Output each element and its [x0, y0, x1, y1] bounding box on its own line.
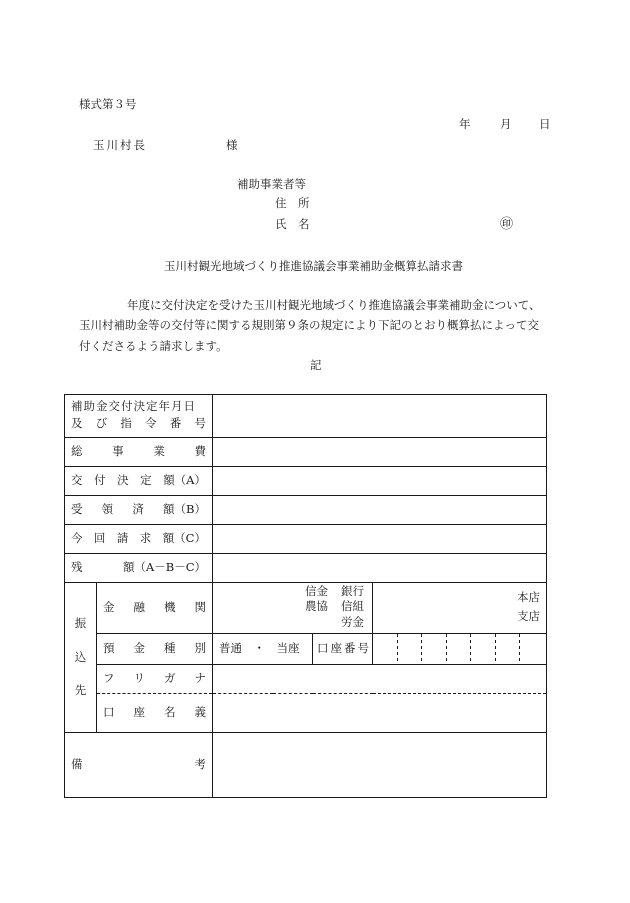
addressee-honorific: 様	[226, 138, 238, 152]
seal-mark: ㊞	[500, 217, 514, 232]
applicant-address-label: 住 所	[275, 196, 310, 210]
balance-label: 残 額（A－B－C）	[65, 554, 213, 583]
financial-institution-label: 金 融 機 関	[97, 583, 213, 634]
balance-input[interactable]	[213, 554, 547, 583]
transfer-char-1: 振	[74, 616, 87, 631]
furigana-label: フ リ ガ ナ	[97, 665, 213, 694]
decision-date-line2: 及 び 指 令 番 号	[71, 416, 206, 430]
addressee-name: 玉川村長	[93, 138, 147, 152]
decided-amount-input[interactable]	[213, 467, 547, 496]
remarks-char-1: 備	[71, 757, 83, 772]
ki-mark: 記	[310, 358, 322, 372]
account-digit-dividers	[373, 634, 547, 664]
bank-type-shinkin: 信金	[305, 584, 328, 598]
decided-amount-label: 交 付 決 定 額（A）	[65, 467, 213, 496]
body-line-2: 玉川村補助金等の交付等に関する規則第９条の規定により下記のとおり概算払によって交	[79, 318, 539, 332]
bank-name-input[interactable]	[213, 583, 373, 634]
branch-type-shiten: 支店	[517, 609, 540, 623]
document-title: 玉川村観光地域づくり推進協議会事業補助金概算払請求書	[164, 259, 463, 273]
total-cost-input[interactable]	[213, 438, 547, 467]
bank-type-nokyo: 農協	[305, 599, 328, 613]
decision-date-line1: 補助金交付決定年月日	[71, 398, 196, 413]
deposit-type-options[interactable]	[213, 634, 313, 665]
date-year-label: 年	[459, 117, 471, 131]
body-line-3: 付くださるよう請求します。	[79, 339, 228, 353]
deposit-options-text: 普通 ・ 当座	[219, 641, 300, 656]
bank-type-rokin: 労金	[341, 615, 364, 629]
bank-type-shinkumi: 信組	[341, 599, 364, 613]
deposit-type-label: 預 金 種 別	[97, 634, 213, 665]
transfer-destination-label	[65, 583, 97, 733]
decision-date-label	[65, 395, 213, 438]
branch-type-honten: 本店	[517, 590, 540, 604]
furigana-input[interactable]	[213, 665, 547, 694]
remarks-label	[65, 733, 213, 798]
transfer-char-3: 先	[74, 683, 87, 698]
date-month-label: 月	[500, 117, 512, 131]
bank-type-ginko: 銀行	[341, 584, 364, 598]
request-form-table	[64, 394, 547, 798]
decision-date-input[interactable]	[213, 395, 547, 438]
applicant-name-label: 氏 名	[275, 217, 310, 231]
remarks-input[interactable]	[213, 733, 547, 798]
current-request-input[interactable]	[213, 525, 547, 554]
account-name-label: 口 座 名 義	[97, 694, 213, 733]
account-number-input[interactable]	[373, 634, 547, 665]
date-day-label: 日	[539, 117, 551, 131]
received-amount-input[interactable]	[213, 496, 547, 525]
body-line-1: 年度に交付決定を受けた玉川村観光地域づくり推進協議会事業補助金について、	[127, 298, 541, 312]
account-number-label	[313, 634, 373, 665]
applicant-title: 補助事業者等	[237, 177, 306, 191]
branch-name-input[interactable]	[373, 583, 547, 634]
current-request-label: 今 回 請 求 額（C）	[65, 525, 213, 554]
transfer-char-2: 込	[74, 649, 87, 664]
form-number: 様式第３号	[79, 97, 137, 111]
received-amount-label: 受 領 済 額（B）	[65, 496, 213, 525]
account-name-input[interactable]	[213, 694, 547, 733]
total-cost-label: 総 事 業 費	[65, 438, 213, 467]
remarks-char-2: 考	[194, 757, 206, 772]
account-number-text: 口座番号	[317, 641, 371, 656]
